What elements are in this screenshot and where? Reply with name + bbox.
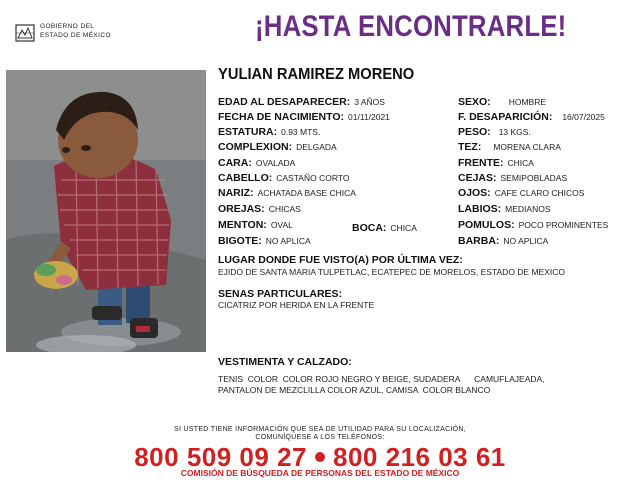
field-menton: [218, 219, 293, 232]
field-ojos: [458, 187, 584, 200]
ojos-label: OJOS:: [458, 187, 491, 199]
person-name: YULIAN RAMIREZ MORENO: [218, 66, 415, 83]
estatura-value: 0.93 MTS.: [281, 127, 321, 137]
info-line-1: SI USTED TIENE INFORMACIÓN QUE SEA DE UTILIDAD PARA SU LOCALIZACIÓN,: [173, 426, 467, 433]
field-tez: [458, 141, 561, 154]
logo-line-1: GOBIERNO DEL: [40, 23, 95, 30]
field-nariz: [218, 187, 356, 200]
field-complexion: [218, 141, 337, 154]
field-orejas: [218, 203, 301, 216]
logo-line-2: ESTADO DE MÉXICO: [40, 32, 111, 39]
tez-value: MORENA CLARA: [493, 142, 561, 152]
missing-person-photo: [6, 70, 206, 352]
particular-signs-value: CICATRIZ POR HERIDA EN LA FRENTE: [218, 300, 375, 310]
menton-value: OVAL: [270, 220, 293, 230]
clothing-line-1: TENIS COLOR COLOR ROJO NEGRO Y BEIGE, SUDADERA CAMUFLAJEADA,: [218, 374, 545, 384]
field-bigote: [218, 235, 311, 248]
bigote-value: NO APLICA: [265, 236, 311, 246]
sexo-label: SEXO:: [458, 96, 491, 108]
fdesaparicion-value: 16/07/2025: [562, 112, 605, 122]
field-sexo: [458, 96, 546, 109]
state-emblem-icon: [14, 22, 36, 44]
field-fdesaparicion: [458, 111, 605, 124]
cara-value: OVALADA: [255, 158, 296, 168]
cejas-value: SEMIPOBLADAS: [500, 173, 568, 183]
pomulos-label: POMULOS:: [458, 219, 515, 231]
field-peso: [458, 126, 531, 139]
field-frente: [458, 157, 534, 170]
edad-label: EDAD AL DESAPARECER:: [218, 96, 351, 108]
last-seen-value: EJIDO DE SANTA MARIA TULPETLAC, ECATEPEC DE MORELOS, ESTADO DE MEXICO: [218, 267, 565, 277]
clothing-line-2: PANTALON DE MEZCLILLA COLOR AZUL, CAMISA COLOR BLANCO: [218, 385, 491, 395]
last-seen-label: LUGAR DONDE FUE VISTO(A) POR ÚLTIMA VEZ:: [218, 254, 463, 266]
boca-label: BOCA:: [352, 222, 387, 234]
clothing-label: VESTIMENTA Y CALZADO:: [218, 356, 352, 368]
field-pomulos: [458, 219, 608, 232]
tez-label: TEZ:: [458, 141, 482, 153]
edad-value: 3 AÑOS: [354, 97, 385, 107]
field-cabello: [218, 172, 349, 185]
phone-number-1[interactable]: 800 509 09 27: [134, 442, 307, 472]
headline: ¡HASTA ENCONTRARLE!: [255, 10, 567, 43]
field-cejas: [458, 172, 567, 185]
nacimiento-label: FECHA DE NACIMIENTO:: [218, 111, 344, 123]
barba-label: BARBA:: [458, 235, 500, 247]
sexo-value: HOMBRE: [508, 97, 546, 107]
info-line-2: COMUNÍQUESE A LOS TELÉFONOS:: [255, 434, 385, 441]
menton-label: MENTON:: [218, 219, 267, 231]
nariz-label: NARIZ:: [218, 187, 254, 199]
field-labios: [458, 203, 551, 216]
field-cara: [218, 157, 295, 170]
peso-label: PESO:: [458, 126, 491, 138]
peso-value: 13 KGS.: [498, 127, 531, 137]
commission-footer: COMISIÓN DE BÚSQUEDA DE PERSONAS DEL ESTADO DE MÉXICO: [180, 468, 460, 478]
field-boca: [352, 222, 417, 235]
cabello-label: CABELLO:: [218, 172, 273, 184]
nacimiento-value: 01/11/2021: [348, 112, 390, 122]
phone-number-2[interactable]: 800 216 03 61: [333, 442, 506, 472]
frente-value: CHICA: [507, 158, 534, 168]
labios-value: MEDIANOS: [505, 204, 551, 214]
nariz-value: ACHATADA BASE CHICA: [257, 188, 356, 198]
field-estatura: [218, 126, 320, 139]
cejas-label: CEJAS:: [458, 172, 497, 184]
field-edad: [218, 96, 385, 109]
orejas-value: CHICAS: [268, 204, 301, 214]
cara-label: CARA:: [218, 157, 252, 169]
pomulos-value: POCO PROMINENTES: [518, 220, 609, 230]
cabello-value: CASTAÑO CORTO: [276, 173, 350, 183]
labios-label: LABIOS:: [458, 203, 502, 215]
particular-signs-label: SENAS PARTICULARES:: [218, 288, 343, 300]
field-barba: [458, 235, 548, 248]
complexion-value: DELGADA: [296, 142, 337, 152]
ojos-value: CAFE CLARO CHICOS: [494, 188, 585, 198]
fdesaparicion-label: F. DESAPARICIÓN:: [458, 111, 553, 123]
field-nacimiento: [218, 111, 390, 124]
estatura-label: ESTATURA:: [218, 126, 278, 138]
government-logo: [14, 22, 144, 46]
separator-dot-icon: [315, 452, 325, 462]
orejas-label: OREJAS:: [218, 203, 265, 215]
bigote-label: BIGOTE:: [218, 235, 262, 247]
boca-value: CHICA: [390, 223, 417, 233]
barba-value: NO APLICA: [503, 236, 549, 246]
frente-label: FRENTE:: [458, 157, 504, 169]
complexion-label: COMPLEXION:: [218, 141, 293, 153]
